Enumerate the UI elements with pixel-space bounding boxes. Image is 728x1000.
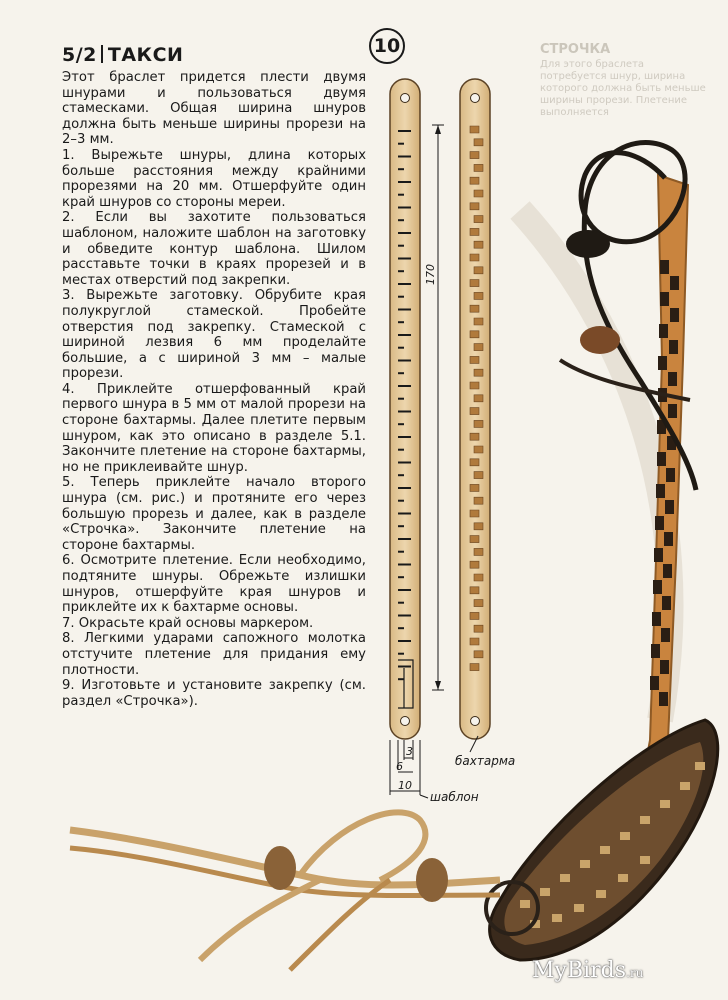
step-4: 4. Приклейте отшерфованный край первого шнура в 5 мм от малой прорези на стороне бахтармы. Далее плетите первым шнуром, как это описано в разделе 5.1. Закончите плетение на стороне бахтармы, но не приклеивайте шнур. (62, 381, 366, 475)
step-9: 9. Изготовьте и установите закрепку (см. раздел «Строчка»). (62, 678, 366, 709)
dimension-10-label: 10 (398, 779, 412, 792)
watermark-name: MyBirds (532, 958, 627, 983)
step-2: 2. Если вы захотите пользоваться шаблоном, наложите шаблон на заготовку и обведите контур шаблона. Шилом расставьте точки в краях прорезей и в местах отверстий под закрепки. (62, 210, 366, 288)
step-7: 7. Окрасьте край основы маркером. (62, 615, 314, 631)
intro-paragraph: Этот браслет придется плести двумя шнурами и пользоваться двумя стамесками. Общая ширина шнуров должна быть меньше ширины прорези на 2–3 мм. (62, 70, 366, 148)
instructions-text (62, 70, 366, 709)
section-title: ТАКСИ (107, 44, 184, 66)
length-dimension-label: 170 (424, 264, 437, 285)
bleed-through-text: СТРОЧКА Для этого браслета потребуется шнур, ширина которого должна быть меньше ширины прорези. Плетение выполняется (540, 42, 706, 118)
step-1: 1. Вырежьте шнуры, длина которых больше расстояния между крайними прорезями на 20 мм. Отшерфуйте один край шнуров со стороны мереи. (62, 147, 366, 210)
template-label: шаблон (430, 790, 479, 804)
dimension-3-label: 3 (406, 745, 413, 758)
watermark (532, 958, 643, 983)
watermark-suffix: .ru (626, 966, 644, 980)
step-6: 6. Осмотрите плетение. Если необходимо, подтяните шнуры. Обрежьте излишки шнуров, отшерфуйте края шнуров и приклейте их к бахтарме основы. (62, 553, 366, 616)
back-side-label: бахтарма (455, 754, 516, 768)
step-8: 8. Легкими ударами сапожного молотка отстучите плетение для придания ему плотности. (62, 631, 366, 678)
step-5: 5. Теперь приклейте начало второго шнура (см. рис.) и протяните его через большую прорезь и далее, как в разделе «Строчка». Закончите плетение на стороне бахтармы. (62, 475, 366, 553)
dimension-6-label: 6 (396, 760, 403, 773)
section-heading (62, 44, 183, 66)
section-number: 5/2 (62, 44, 97, 66)
heading-divider (101, 45, 103, 63)
step-3: 3. Вырежьте заготовку. Обрубите края полукруглой стамеской. Пробейте отверстия под закрепку. Стамеской с шириной лезвия 6 мм проделайте большие, а с шириной 3 мм – малые прорези. (62, 288, 366, 382)
page-number-badge: 10 (369, 28, 405, 64)
